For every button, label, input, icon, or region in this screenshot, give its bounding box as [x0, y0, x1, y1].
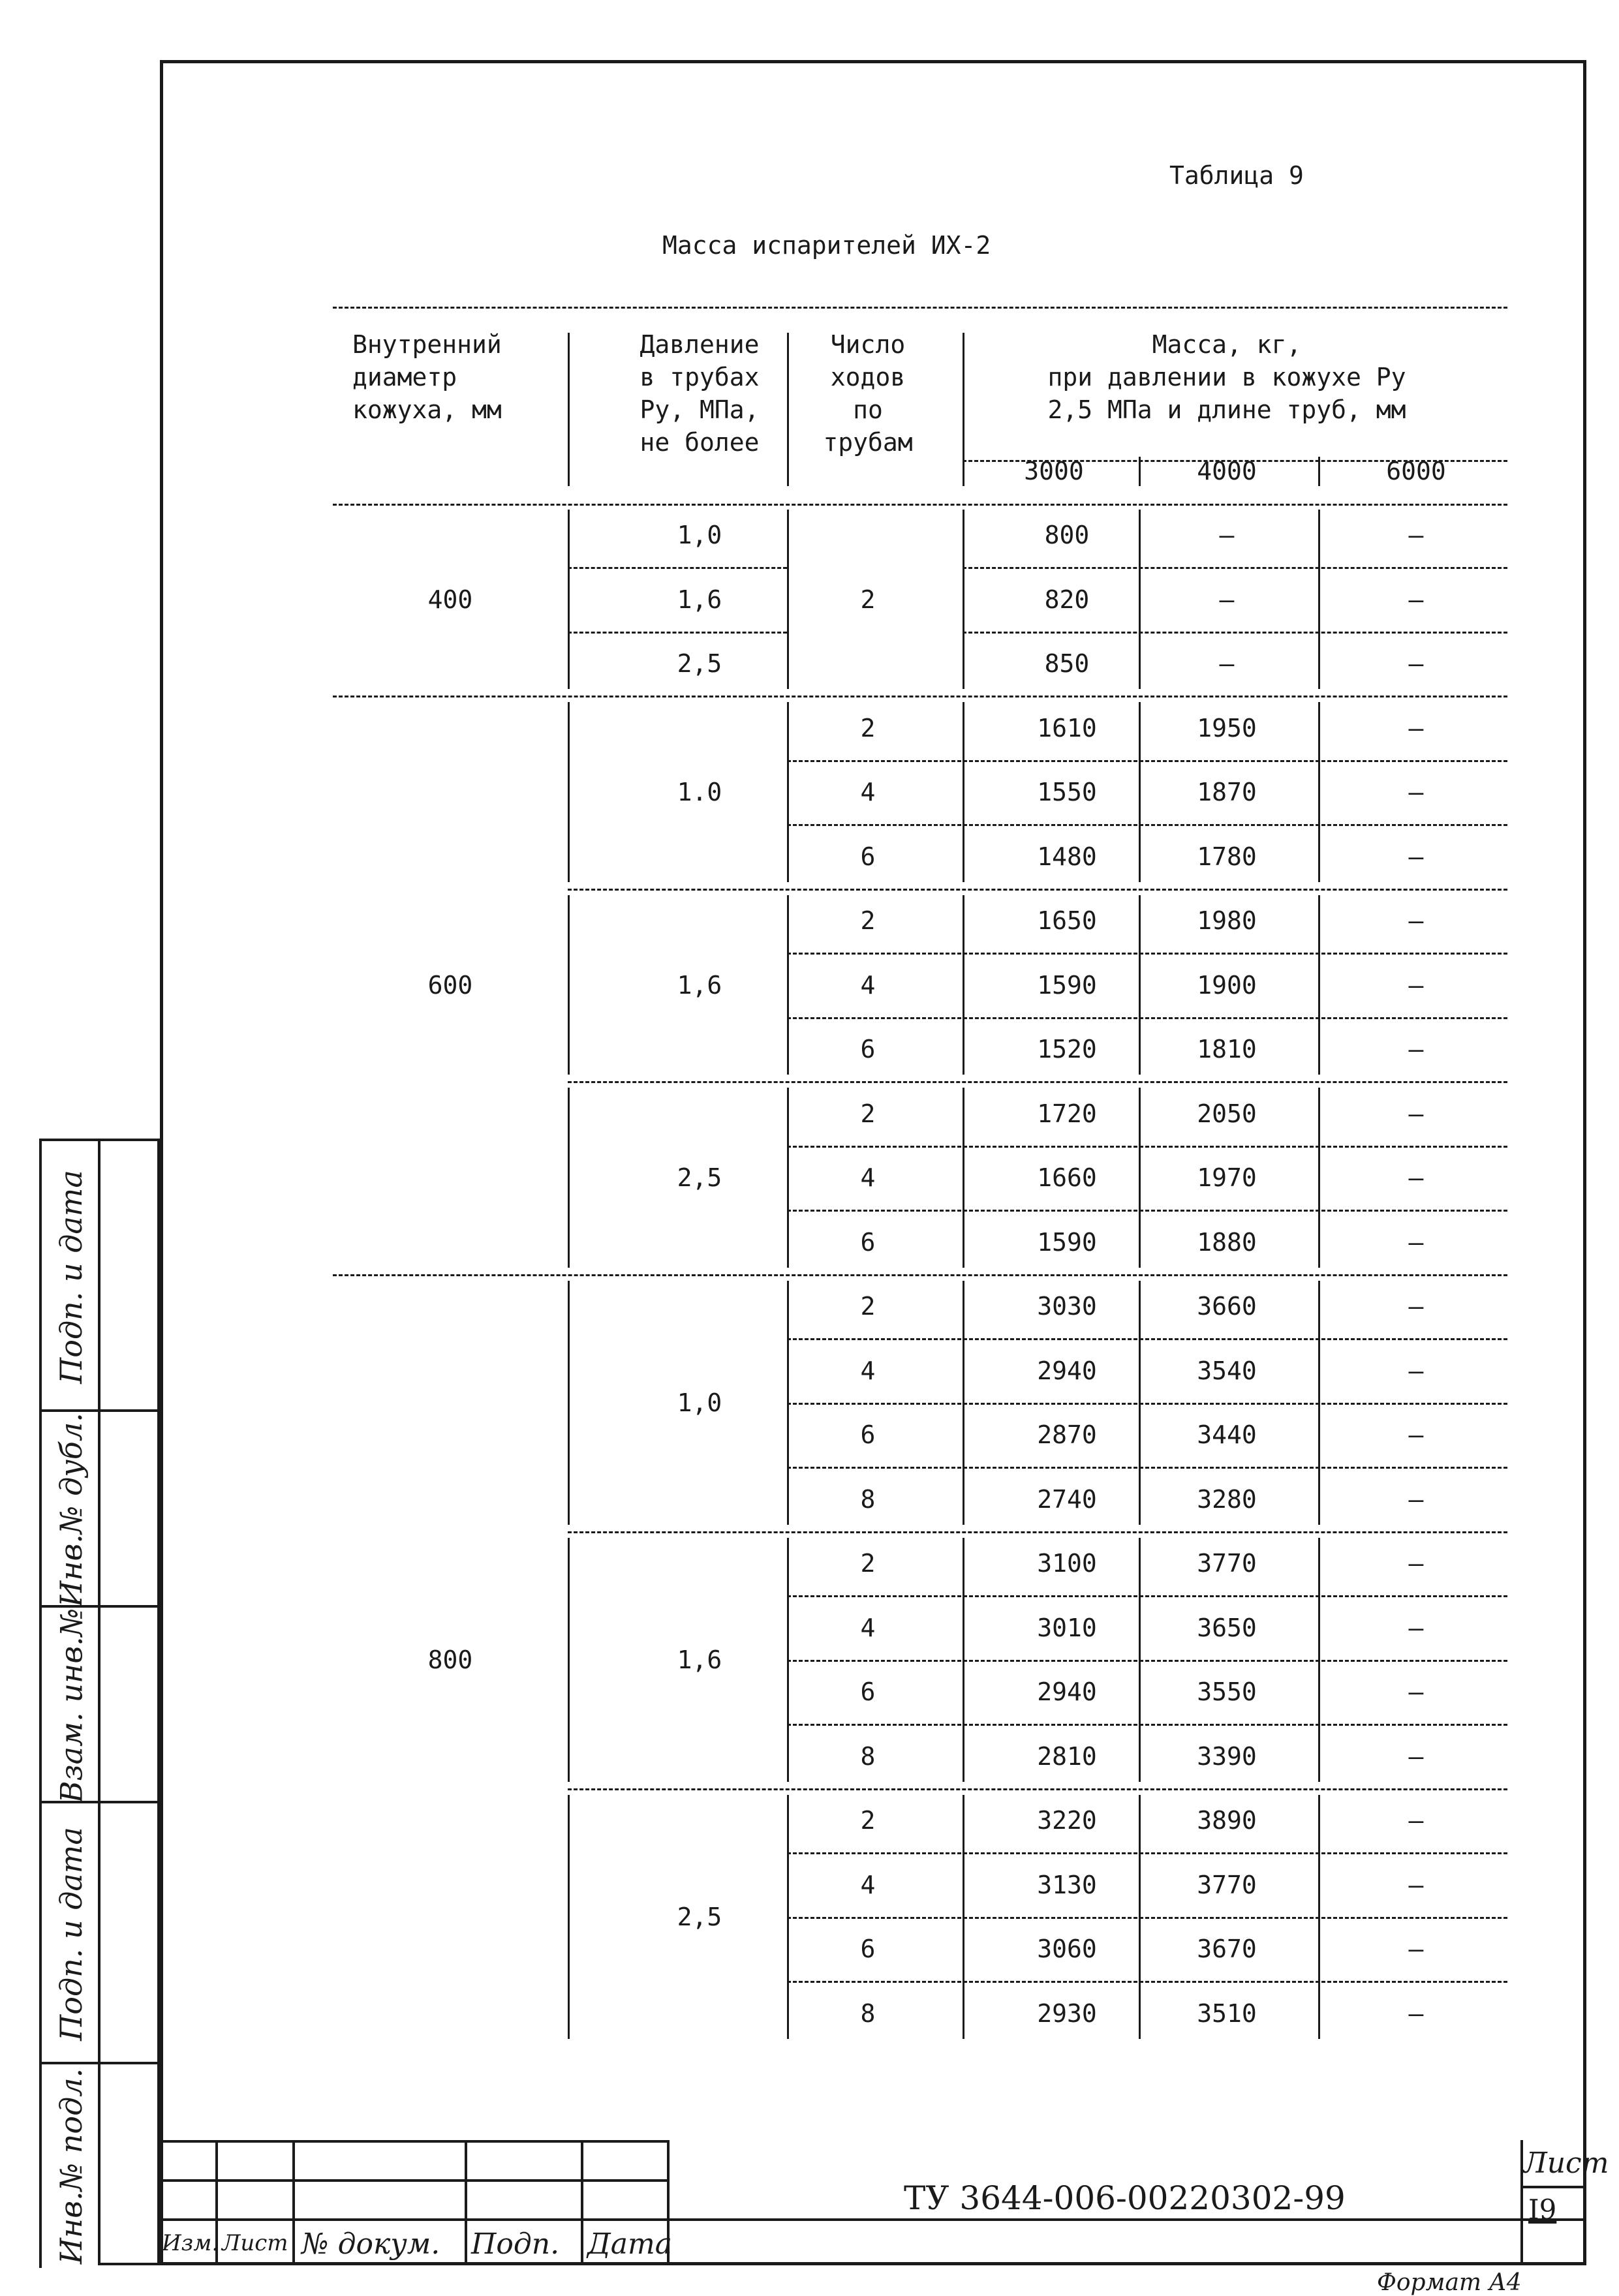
column-divider [1318, 1088, 1320, 1268]
rule [787, 1017, 1507, 1019]
passes-value: 8 [860, 1741, 876, 1771]
header-passes: трубам [823, 428, 913, 457]
rule [568, 567, 787, 569]
pressure-value: 1,0 [677, 521, 722, 549]
column-divider [1318, 1795, 1320, 2039]
mass-4000: 3770 [1197, 1870, 1257, 1899]
passes-value: 4 [860, 1870, 876, 1899]
side-stamp-cell [39, 1801, 100, 2064]
header-mass: Масса, кг, [1152, 330, 1302, 359]
side-stamp-rule [98, 1139, 160, 1141]
mass-3000: 2940 [1037, 1356, 1097, 1385]
mass-6000: – [1408, 1870, 1424, 1899]
sheet-label: Лист [1523, 2147, 1609, 2180]
side-stamp-cell [39, 1605, 100, 1803]
mass-6000: – [1408, 585, 1424, 614]
side-stamp-rule [98, 1605, 160, 1608]
mass-4000: 1970 [1197, 1163, 1257, 1192]
mass-6000: – [1408, 1549, 1424, 1578]
column-divider [787, 1795, 789, 2039]
header-bottom-rule [333, 504, 1507, 506]
sheet-number: I9 [1528, 2194, 1557, 2226]
passes-value: 2 [860, 1292, 876, 1321]
column-divider [1139, 1281, 1141, 1525]
column-divider [963, 510, 964, 690]
rule [787, 1467, 1507, 1469]
mass-4000: 1870 [1197, 778, 1257, 806]
mass-4000: – [1219, 521, 1235, 549]
side-stamp-label: Инв.№ дубл. [54, 1413, 89, 1607]
mass-3000: 3130 [1037, 1870, 1097, 1899]
passes-value: 2 [860, 1099, 876, 1128]
mass-3000: 1550 [1037, 778, 1097, 806]
passes-value: 6 [860, 1677, 876, 1706]
pressure-value: 1.0 [677, 778, 722, 806]
mass-6000: – [1408, 1613, 1424, 1642]
pressure-value: 1,6 [677, 585, 722, 614]
column-divider [1139, 1538, 1141, 1782]
table-top-rule [333, 307, 1507, 309]
passes-value: 4 [860, 1356, 876, 1385]
column-divider [787, 1088, 789, 1268]
passes-value: 2 [860, 1806, 876, 1835]
column-divider [568, 1088, 570, 1268]
header-passes: Число [830, 330, 906, 359]
mass-6000: – [1408, 521, 1424, 549]
mass-3000: 1660 [1037, 1163, 1097, 1192]
mass-3000: 3100 [1037, 1549, 1097, 1578]
side-stamp-rule [98, 1801, 160, 1803]
rule [787, 1403, 1507, 1405]
column-divider [963, 333, 964, 486]
diameter-value: 600 [427, 970, 473, 1000]
mass-4000: 3540 [1197, 1356, 1257, 1385]
header-diameter: кожуха, мм [352, 395, 502, 424]
header-pressure: Давление [640, 330, 760, 359]
side-stamp-frame [98, 1139, 160, 2265]
pressure-rule [568, 1531, 1507, 1533]
mass-4000: – [1219, 649, 1235, 678]
header-length: 3000 [1024, 457, 1084, 485]
mass-6000: – [1408, 778, 1424, 806]
mass-3000: 850 [1044, 649, 1090, 678]
group-rule [333, 1274, 1507, 1276]
mass-4000: 1810 [1197, 1035, 1257, 1064]
column-divider [1318, 457, 1320, 486]
mass-4000: 1900 [1197, 970, 1257, 1000]
mass-4000: 2050 [1197, 1099, 1257, 1128]
side-stamp-rule [98, 2062, 160, 2064]
column-divider [1318, 1281, 1320, 1525]
mass-3000: 2930 [1037, 1998, 1097, 2028]
mass-6000: – [1408, 1035, 1424, 1064]
diameter-value: 800 [427, 1645, 473, 1674]
passes-value: 8 [860, 1998, 876, 2028]
column-divider [963, 1538, 964, 1782]
rule [787, 1595, 1507, 1597]
rule [963, 632, 1507, 634]
column-divider [787, 333, 789, 486]
col-date: Дата [587, 2227, 672, 2261]
col-izm: Изм. [162, 2230, 219, 2256]
mass-3000: 2870 [1037, 1420, 1097, 1449]
passes-value: 2 [860, 585, 876, 614]
mass-3000: 1590 [1037, 970, 1097, 1000]
passes-value: 6 [860, 1420, 876, 1449]
rule [787, 953, 1507, 955]
header-pressure: не более [640, 428, 760, 457]
mass-6000: – [1408, 1356, 1424, 1385]
passes-value: 6 [860, 1227, 876, 1257]
column-divider [1318, 510, 1320, 690]
rule [787, 1917, 1507, 1919]
rule [568, 632, 787, 634]
mass-4000: 3390 [1197, 1741, 1257, 1771]
column-divider [787, 895, 789, 1075]
mass-3000: 1650 [1037, 906, 1097, 935]
rule [787, 1338, 1507, 1340]
column-divider [963, 1795, 964, 2039]
mass-6000: – [1408, 1227, 1424, 1257]
mass-3000: 3030 [1037, 1292, 1097, 1321]
passes-value: 2 [860, 1549, 876, 1578]
side-stamp-label: Подп. и дата [54, 1169, 89, 1384]
column-divider [1139, 702, 1141, 882]
mass-6000: – [1408, 1163, 1424, 1192]
mass-4000: 1950 [1197, 713, 1257, 742]
mass-6000: – [1408, 1292, 1424, 1321]
passes-value: 6 [860, 1935, 876, 1963]
mass-6000: – [1408, 1741, 1424, 1771]
mass-6000: – [1408, 1484, 1424, 1514]
column-divider [1318, 702, 1320, 882]
mass-4000: 3890 [1197, 1806, 1257, 1835]
mass-3000: 1520 [1037, 1035, 1097, 1064]
side-stamp-label: Инв.№ подл. [54, 2068, 89, 2265]
rule [787, 1981, 1507, 1983]
mass-6000: – [1408, 970, 1424, 1000]
col-sign: Подп. [471, 2227, 560, 2261]
side-stamp-cell [39, 2062, 100, 2268]
header-mass: 2,5 МПа и длине труб, мм [1047, 395, 1406, 424]
column-divider [568, 1795, 570, 2039]
mass-6000: – [1408, 1998, 1424, 2028]
passes-value: 6 [860, 1035, 876, 1064]
column-divider [963, 702, 964, 882]
side-stamp-cell [39, 1139, 100, 1412]
rule [963, 567, 1507, 569]
mass-3000: 2810 [1037, 1741, 1097, 1771]
column-divider [1139, 1088, 1141, 1268]
mass-3000: 820 [1044, 585, 1090, 614]
mass-4000: 3510 [1197, 1998, 1257, 2028]
passes-value: 2 [860, 906, 876, 935]
side-stamp-label: Подп. и дата [54, 1827, 89, 2041]
column-divider [787, 1281, 789, 1525]
pressure-value: 2,5 [677, 649, 722, 678]
pressure-rule [568, 1081, 1507, 1083]
pressure-value: 1,0 [677, 1388, 722, 1417]
passes-value: 2 [860, 713, 876, 742]
mass-3000: 800 [1044, 521, 1090, 549]
passes-value: 8 [860, 1484, 876, 1514]
column-divider [963, 1281, 964, 1525]
side-stamp-label: Взам. инв.№ [54, 1608, 89, 1803]
mass-6000: – [1408, 1935, 1424, 1963]
rule [787, 1210, 1507, 1212]
mass-3000: 3010 [1037, 1613, 1097, 1642]
rule [787, 824, 1507, 826]
mass-3000: 3220 [1037, 1806, 1097, 1835]
mass-3000: 2740 [1037, 1484, 1097, 1514]
mass-6000: – [1408, 1677, 1424, 1706]
pressure-value: 2,5 [677, 1163, 722, 1192]
column-divider [1318, 895, 1320, 1075]
diameter-value: 400 [427, 585, 473, 614]
mass-6000: – [1408, 1420, 1424, 1449]
header-mass: при давлении в кожухе Ру [1047, 363, 1406, 391]
column-divider [568, 895, 570, 1075]
side-stamp-cell [39, 1409, 100, 1608]
rule [787, 1724, 1507, 1726]
table-number: Таблица 9 [1169, 161, 1304, 190]
rule [787, 1852, 1507, 1854]
mass-3000: 1480 [1037, 842, 1097, 871]
header-passes: по [853, 395, 883, 424]
mass-4000: 1880 [1197, 1227, 1257, 1257]
passes-value: 4 [860, 970, 876, 1000]
mass-4000: 1780 [1197, 842, 1257, 871]
col-list: Лист [222, 2230, 288, 2256]
mass-6000: – [1408, 906, 1424, 935]
mass-3000: 1590 [1037, 1227, 1097, 1257]
mass-3000: 3060 [1037, 1935, 1097, 1963]
mass-4000: 3770 [1197, 1549, 1257, 1578]
column-divider [1139, 1795, 1141, 2039]
mass-4000: 3550 [1197, 1677, 1257, 1706]
header-pressure: в трубах [640, 363, 760, 391]
mass-6000: – [1408, 649, 1424, 678]
rule [787, 760, 1507, 762]
mass-3000: 1610 [1037, 713, 1097, 742]
column-divider [1139, 510, 1141, 690]
passes-value: 4 [860, 1613, 876, 1642]
group-rule [333, 696, 1507, 697]
format-label: Формат А4 [1377, 2269, 1522, 2296]
mass-6000: – [1408, 842, 1424, 871]
side-stamp-rule [98, 1409, 160, 1412]
header-pressure: Ру, МПа, [640, 395, 760, 424]
table-title: Масса испарителей ИХ-2 [662, 231, 991, 260]
column-divider [1318, 1538, 1320, 1782]
pressure-value: 2,5 [677, 1902, 722, 1931]
column-divider [787, 1538, 789, 1782]
column-divider [963, 895, 964, 1075]
mass-3000: 1720 [1037, 1099, 1097, 1128]
column-divider [963, 1088, 964, 1268]
mass-4000: 1980 [1197, 906, 1257, 935]
passes-value: 4 [860, 1163, 876, 1192]
column-divider [568, 1538, 570, 1782]
column-divider [568, 1281, 570, 1525]
document-designation: ТУ 3644-006-00220302-99 [904, 2179, 1346, 2217]
mass-4000: 3280 [1197, 1484, 1257, 1514]
column-divider [568, 510, 570, 690]
column-divider [787, 510, 789, 690]
pressure-value: 1,6 [677, 970, 722, 1000]
passes-value: 4 [860, 778, 876, 806]
passes-value: 6 [860, 842, 876, 871]
column-divider [568, 333, 570, 486]
mass-6000: – [1408, 1806, 1424, 1835]
pressure-rule [568, 889, 1507, 891]
column-divider [568, 702, 570, 882]
header-length: 6000 [1386, 457, 1446, 485]
mass-4000: 3440 [1197, 1420, 1257, 1449]
column-divider [1139, 457, 1141, 486]
column-divider [1139, 895, 1141, 1075]
header-passes: ходов [830, 363, 906, 391]
rule [787, 1146, 1507, 1148]
mass-6000: – [1408, 713, 1424, 742]
header-diameter: Внутренний [352, 330, 502, 359]
column-divider [787, 702, 789, 882]
pressure-value: 1,6 [677, 1645, 722, 1674]
rule [787, 1660, 1507, 1662]
mass-3000: 2940 [1037, 1677, 1097, 1706]
header-diameter: диаметр [352, 363, 457, 391]
pressure-rule [568, 1788, 1507, 1790]
mass-4000: 3650 [1197, 1613, 1257, 1642]
col-doc: № докум. [301, 2227, 440, 2261]
mass-4000: 3660 [1197, 1292, 1257, 1321]
header-length: 4000 [1197, 457, 1257, 485]
mass-4000: – [1219, 585, 1235, 614]
mass-4000: 3670 [1197, 1935, 1257, 1963]
mass-6000: – [1408, 1099, 1424, 1128]
